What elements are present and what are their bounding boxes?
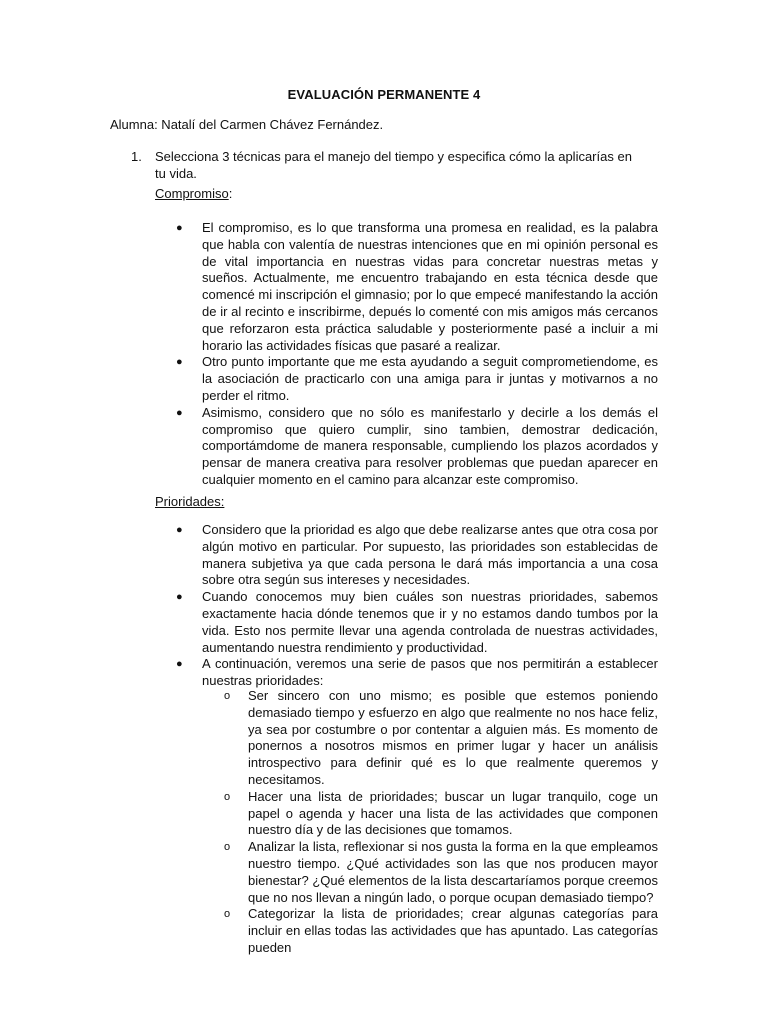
list-item-text: Cuando conocemos muy bien cuáles son nuestras prioridades, sabemos exactamente hacia dónde tenemos que ir y no estamos dando tumbos por la vida. Esto nos permite llevar una agenda controlada de nuestras actividades, aumentando nuestra rendimiento y productividad. (202, 589, 658, 655)
sub-list-item (222, 906, 658, 956)
sub-list-item (222, 839, 658, 906)
section-heading-prioridades: Prioridades: (155, 494, 225, 509)
list-item-text: Asimismo, considero que no sólo es manifestarlo y decirle a los demás el compromiso que quiero cumplir, sino tambien, demostrar dedicación, comportámdome de manera responsable, cumpliendo los plazos acordados y pensar de manera creativa para resolver problemas que puedan aparecer en cualquier momento en el camino para alcanzar este compromiso. (202, 404, 658, 487)
hollow-bullet-icon: o (224, 690, 231, 702)
list-item-text: Considero que la prioridad es algo que debe realizarse antes que otra cosa por algún motivo en particular. Por supuesto, las prioridades son establecidas de manera subjetiva ya que cada persona le dará más importancia a una cosa sobre otra según sus intereses y necesidades. (202, 522, 659, 588)
question-number: 1. (131, 149, 142, 164)
sub-list-item-text: Ser sincero con uno mismo; es posible que estemos poniendo demasiado tiempo y esfuerzo en algo que realmente no nos hace feliz, ya sea por costumbre o por contentar a alguien más. Es momento de ponernos a nosotros mismos en primer lugar y hacer un análisis introspectivo para definir qué es lo que realmente queremos y necesitamos. (248, 688, 658, 787)
list-item-text: El compromiso, es lo que transforma una promesa en realidad, es la palabra que habla con valentía de nuestras intenciones que en mi opinión personal es de vital importancia en nuestras vidas para concretar nuestras metas y sueños. Actualmente, me encuentro trabajando en esta técnica desde que comencé mi inscripción el gimnasio; por lo que empecé manifestando la acción de ir al recinto e inscribirme, depués lo comenté con mis amigos más cercanos que reforzaron esta práctica saludable y posteriormente pasé a incluir a mi horario las actividades físicas que pasaré a realizar. (202, 220, 658, 353)
hollow-bullet-icon: o (224, 908, 231, 921)
bullet-icon: ● (176, 591, 183, 604)
bullet-icon: ● (176, 406, 183, 419)
document-title: EVALUACIÓN PERMANENTE 4 (287, 87, 481, 102)
list-item (170, 405, 658, 489)
list-item (170, 220, 658, 354)
hollow-bullet-icon: o (224, 841, 231, 854)
sub-list-item-text: Hacer una lista de prioridades; buscar un lugar tranquilo, coge un papel o agenda y hacer una lista de las actividades que componen nuestro día y de las decisiones que tomamos. (248, 788, 658, 838)
prioridades-bullet-list (170, 522, 658, 690)
bullet-icon: ● (176, 524, 183, 536)
bullet-icon: ● (176, 658, 183, 671)
question-1 (131, 148, 636, 182)
heading-compromiso-colon: : (228, 186, 233, 201)
bullet-icon: ● (176, 356, 183, 369)
sub-list-item (222, 688, 658, 789)
bullet-icon: ● (176, 222, 183, 234)
list-item-text: Otro punto importante que me esta ayudando a seguit comprometiendome, es la asociación de practicarlo con una amiga para ir juntas y motivarnos a no perder el ritmo. (202, 354, 658, 403)
list-item (170, 656, 658, 690)
sub-list-item (222, 789, 658, 839)
hollow-bullet-icon: o (224, 790, 231, 803)
list-item-text: A continuación, veremos una serie de pasos que nos permitirán a establecer nuestras prioridades: (202, 656, 658, 689)
prioridades-steps-list (222, 688, 658, 957)
compromiso-bullet-list (170, 220, 658, 489)
heading-compromiso-text: Compromiso (155, 186, 229, 201)
list-item (170, 522, 658, 589)
question-text: Selecciona 3 técnicas para el manejo del tiempo y especifica cómo la aplicarías en tu vida. (155, 149, 632, 181)
section-heading-compromiso (155, 186, 232, 201)
list-item (170, 589, 658, 656)
list-item (170, 354, 658, 404)
student-name: Alumna: Natalí del Carmen Chávez Fernández. (110, 117, 384, 132)
sub-list-item-text: Categorizar la lista de prioridades; crear algunas categorías para incluir en ellas todas las actividades que has apuntado. Las categorías pueden (248, 906, 658, 955)
sub-list-item-text: Analizar la lista, reflexionar si nos gusta la forma en la que empleamos nuestro tiempo. ¿Qué actividades son las que nos producen mayor bienestar? ¿Qué elementos de la lista descartaríamos porque creemos que no nos llevan a ningún lado, o porque ocupan demasiado tiempo? (248, 839, 658, 905)
